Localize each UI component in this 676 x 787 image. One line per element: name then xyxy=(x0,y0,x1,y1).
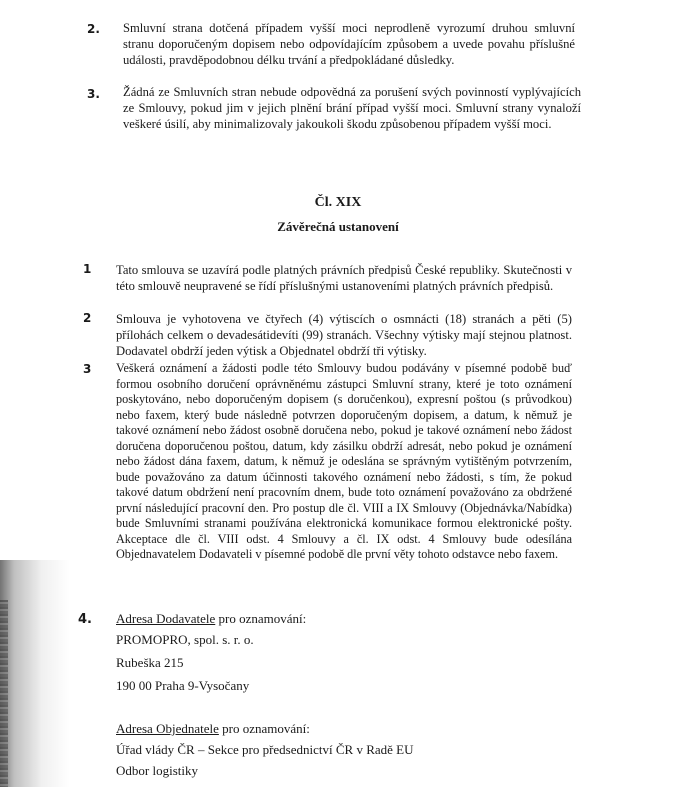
article-title: Závěrečná ustanovení xyxy=(277,219,399,234)
clause-text: Žádná ze Smluvních stran nebude odpovědná za porušení svých povinností vyplývajících ze Smlouvy, pokud jim v jejich plnění brání případ vyšší moci. Smluvní strany vynaloží veškeré úsilí, aby minimalizovaly jakoukoli škodu způsobenou případem vyšší moci. xyxy=(123,85,581,131)
customer-heading-underlined: Adresa Objednatele xyxy=(116,721,219,736)
clause-text: Smlouva je vyhotovena ve čtyřech (4) výtiscích o osmnácti (18) stranách a pěti (5) přílohách celkem o devadesátidevíti (99) stranách. Všechny výtisky mají stejnou platnost. Dodavatel obdrží jeden výtisk a Objednatel obdrží tři výtisky. xyxy=(116,312,572,358)
supplier-name: PROMOPRO, spol. s. r. o. xyxy=(116,632,254,647)
supplier-street: Rubeška 215 xyxy=(116,655,184,670)
article-number: Čl. XIX xyxy=(314,195,362,210)
supplier-heading-underlined: Adresa Dodavatele xyxy=(116,611,216,626)
customer-heading-rest: pro oznamování: xyxy=(218,721,310,736)
supplier-city: 190 00 Praha 9-Vysočany xyxy=(116,678,250,693)
clause-text: Veškerá oznámení a žádosti podle této Smlouvy budou podávány v písemné podobě buď formou osobního doručení oprávněnému zástupci Smluvní strany, které je toto oznámení poskytováno, nebo doporučeným dopisem (s doručenkou), expresní poštou (s průvodkou) nebo faxem, který bude následně potvrzen doporučeným dopisem, a datum, k němuž je takové oznámení nebo žádost osobně doručena nebo, pokud je takové oznámení nebo žádost doručena doporučenou poštou, datum, kdy zásilku obdrží adresát, nebo pokud je oznámení nebo žádost dána faxem, datum, k němuž je odeslána se správným vytištěným potvrzením, bude považováno za datum účinnosti takového oznámení nebo žádosti, s tím, že pokud takové datum obdržení není pracovním dnem, bude toto oznámení považováno za obdržené první následující pracovní den. Pro postup dle čl. VIII a IX Smlouvy (Objednávka/Nabídka) bude Smluvními stranami používána elektronická komunikace formou elektronické pošty. Akceptace dle čl. VIII odst. 4 Smlouvy a čl. IX odst. 4 Smlouvy bude odesílána Objednavatelem Dodavateli v písemné podobě dle první věty tohoto odstavce nebo faxem. xyxy=(116,361,572,561)
clause-number: 3. xyxy=(87,87,100,101)
customer-department: Odbor logistiky xyxy=(116,763,198,778)
clause-text: Smluvní strana dotčená případem vyšší moci neprodleně vyrozumí druhou smluvní stranu doporučeným dopisem nebo odpovídajícím způsobem a uvede povahu příslušné události, pravděpodobnou délku trvání a předpokládané důsledky. xyxy=(123,21,575,67)
scan-edge-speckle xyxy=(0,600,8,787)
customer-address-heading xyxy=(116,721,310,737)
clause-number: 4. xyxy=(78,612,92,627)
clause-number: 2 xyxy=(83,311,92,325)
clause-number: 3 xyxy=(83,362,92,376)
clause-number: 1 xyxy=(83,262,92,276)
clause-number: 2. xyxy=(87,22,100,36)
supplier-address-heading xyxy=(116,611,306,627)
supplier-heading-rest: pro oznamování: xyxy=(215,611,307,626)
customer-name: Úřad vlády ČR – Sekce pro předsednictví ČR v Radě EU xyxy=(116,742,414,757)
scan-edge-shadow xyxy=(0,560,70,787)
clause-text: Tato smlouva se uzavírá podle platných právních předpisů České republiky. Skutečnosti v této smlouvě neupravené se řídí příslušnými ustanoveními platných právních předpisů. xyxy=(116,263,572,293)
